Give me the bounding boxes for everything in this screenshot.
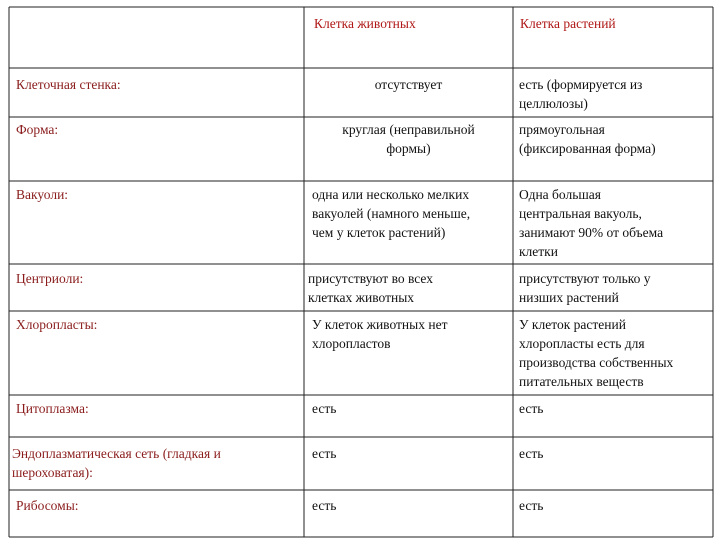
row-cytoplasm-label: Цитоплазма: xyxy=(16,401,89,416)
row-centrioles-plant: присутствуют только у низших растений xyxy=(519,271,651,305)
row-vacuoles-plant: Одна большая центральная вакуоль, занимают 90% от объема клетки xyxy=(519,187,664,259)
row-centrioles-label: Центриоли: xyxy=(16,271,84,286)
row-cell-wall-plant: есть (формируется из целлюлозы) xyxy=(519,77,643,111)
row-cell-wall-animal: отсутствует xyxy=(374,77,443,92)
row-er-plant: есть xyxy=(519,446,544,461)
row-cytoplasm-animal: есть xyxy=(312,401,337,416)
row-ribosomes-animal: есть xyxy=(312,498,337,513)
row-er-label: Эндоплазматическая сеть (гладкая и шероховатая): xyxy=(12,446,221,480)
row-shape-animal: круглая (неправильной формы) xyxy=(342,122,475,156)
row-cell-wall-label: Клеточная стенка: xyxy=(16,77,121,92)
row-vacuoles-animal: одна или несколько мелких вакуолей (намного меньше, чем у клеток растений) xyxy=(312,187,471,240)
header-plant-cell: Клетка растений xyxy=(520,16,616,31)
row-chloroplasts-plant: У клеток растений хлоропласты есть для производства собственных питательных веществ xyxy=(519,317,674,389)
row-ribosomes-plant: есть xyxy=(519,498,544,513)
header-animal-cell: Клетка животных xyxy=(314,16,416,31)
row-vacuoles-label: Вакуоли: xyxy=(16,187,69,202)
row-shape-plant: прямоугольная (фиксированная форма) xyxy=(519,122,656,156)
row-er-animal: есть xyxy=(312,446,337,461)
row-chloroplasts-animal: У клеток животных нет хлоропластов xyxy=(312,317,448,351)
row-ribosomes-label: Рибосомы: xyxy=(16,498,79,513)
row-centrioles-animal: присутствуют во всех клетках животных xyxy=(308,271,433,305)
row-shape-label: Форма: xyxy=(16,122,59,137)
row-chloroplasts-label: Хлоропласты: xyxy=(16,317,98,332)
row-cytoplasm-plant: есть xyxy=(519,401,544,416)
